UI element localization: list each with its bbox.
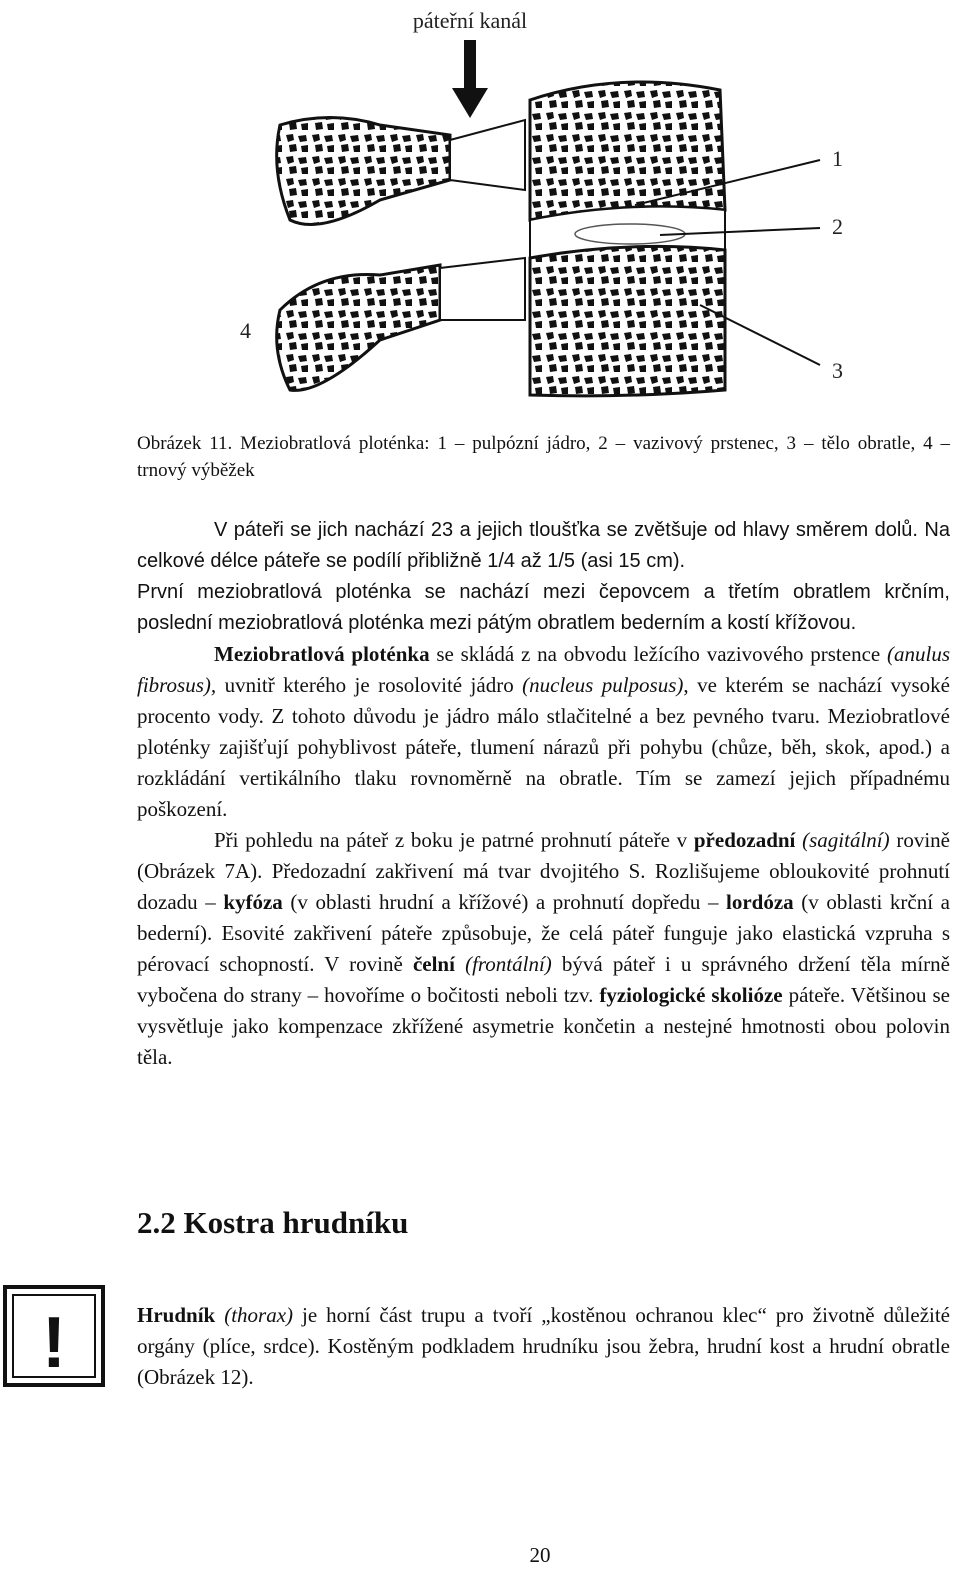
label-2: 2 [832, 214, 843, 239]
paragraph-thorax: Hrudník (thorax) je horní část trupu a tvoří „kostěnou ochranou klec“ pro životně důležité orgány (plíce, srdce). Kostěným podkladem hrudníku jsou žebra, hrudní kost a hrudní obratle (Obrázek 12). [137, 1303, 951, 1389]
section-heading: 2.2 Kostra hrudníku [137, 1205, 409, 1240]
upper-vertebral-body [530, 82, 725, 220]
canal-label: páteřní kanál [412, 8, 528, 33]
body-text [137, 515, 950, 1073]
term-skolioza: fyziologické skolióze [599, 983, 783, 1007]
term-kyfoza: kyfóza [223, 890, 283, 914]
intervertebral-disc-illustration [180, 0, 880, 410]
upper-spinous-process [277, 118, 450, 225]
warning-icon [3, 1285, 105, 1387]
term-predozadni: předozadní [693, 828, 796, 852]
svg-text:!: ! [42, 1303, 66, 1383]
lower-spinous-process [277, 265, 440, 390]
term-hrudnik: Hrudník [137, 1303, 216, 1327]
paragraph-disc-count: V páteři se jich nachází 23 a jejich tloušťka se zvětšuje od hlavy směrem dolů. Na celkové délce páteře se podílí přibližně 1/4 až 1/5 (asi 15 cm). [137, 519, 950, 572]
down-arrow-icon [452, 40, 488, 118]
page-number: 20 [529, 1543, 551, 1567]
label-4: 4 [240, 318, 251, 343]
term-frontalni: (frontální) [465, 952, 552, 976]
term-nucleus: (nucleus pulposus) [522, 673, 684, 697]
paragraph-disc-location: První meziobratlová ploténka se nachází mezi čepovcem a třetím obratlem krčním, poslední meziobratlová ploténka mezi pátým obratlem bederním a kostí křížovou. [137, 581, 950, 634]
term-disc: Meziobratlová ploténka [214, 642, 430, 666]
figure-caption: Obrázek 11. Meziobratlová ploténka: 1 – pulpózní jádro, 2 – vazivový prstenec, 3 – tělo obratle, 4 – trnový výběžek [137, 433, 950, 481]
term-sagitalni: (sagitální) [802, 828, 890, 852]
term-celni: čelní [412, 952, 455, 976]
intervertebral-disc-figure [180, 0, 880, 410]
term-thorax: (thorax) [224, 1303, 294, 1327]
lower-vertebral-body [530, 246, 725, 395]
label-1: 1 [832, 146, 843, 171]
thorax-text [137, 1300, 950, 1393]
term-lordoza: lordóza [726, 890, 794, 914]
paragraph-spine-curvature: Při pohledu na páteř z boku je patrné prohnutí páteře v předozadní (sagitální) rovině (Obrázek 7A). Předozadní zakřivení má tvar dvojitého S. Rozlišujeme obloukovité prohnutí dozadu – kyfóza (v oblasti hrudní a křížové) a prohnutí dopředu – lordóza (v oblasti krční a bederní). Esovité zakřivení páteře způsobuje, že celá páteř funguje jako elastická vzpruha s pérovací schopností. V rovině čelní (frontální) bývá páteř i u správného držení těla mírně vybočena do strany – hovoříme o bočitosti neboli tzv. fyziologické skolióze páteře. Většinou se vysvětluje jako kompenzace zkřížené asymetrie končetin a nestejné hmotnosti obou polovin těla. [137, 828, 951, 1069]
term-anulus: (anulus fibrosus), [137, 642, 950, 697]
label-3: 3 [832, 358, 843, 383]
paragraph-disc-structure: Meziobratlová ploténka se skládá z na obvodu ležícího vazivového prstence (anulus fibrosus), uvnitř kterého je rosolovité jádro (nucleus pulposus), ve kterém se nachází vysoké procento vody. Z tohoto důvodu je jádro málo stlačitelné a bez pevného tvaru. Meziobratlové ploténky zajišťují pohyblivost páteře, tlumení nárazů při pohybu (chůze, běh, skok, apod.) a rozkládání vertikálního tlaku rovnoměrně na obratle. Tím se zamezí jejich případnému poškození. [137, 642, 950, 821]
